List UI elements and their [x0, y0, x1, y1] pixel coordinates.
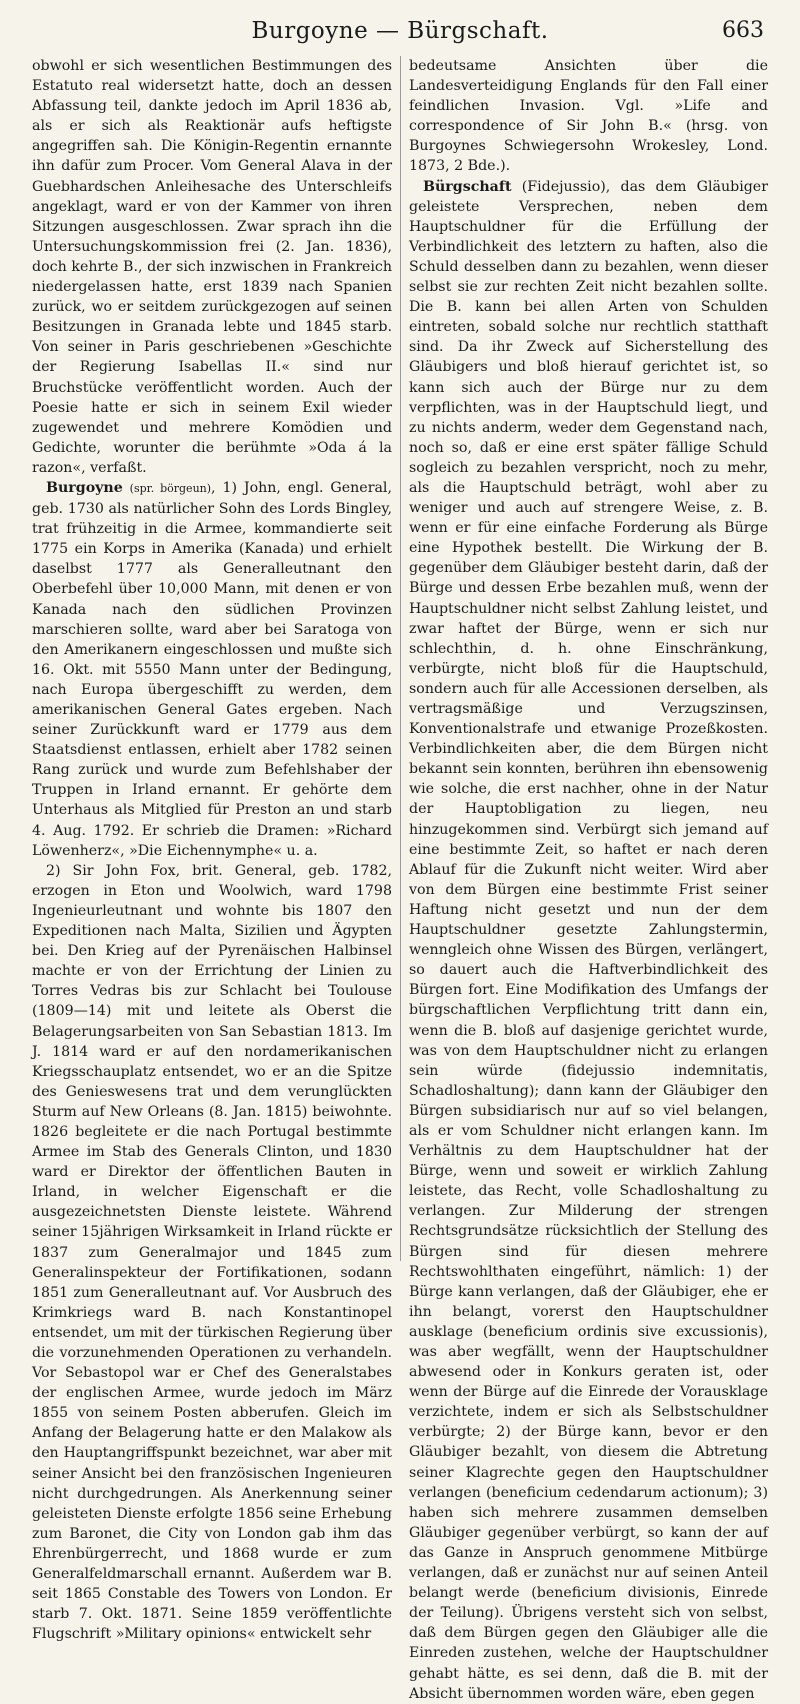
entry-buergschaft	[409, 177, 768, 1704]
entry-burgoyne-text: , 1) John, engl. General, geb. 1730 als natürlicher Sohn des Lords Bingley, trat frühzeitig in die Armee, kommandierte seit 1775 ein Korps in Amerika (Kanada) und erhielt daselbst 1777 als Generalleutnant den Oberbefehl über 10,000 Mann, mit denen er von Kanada nach den südlichen Provinzen marschieren sollte, ward aber bei Saratoga von den Amerikanern eingeschlossen und mußte sich 16. Okt. mit 5550 Mann unter der Bedingung, nach Europa übergeschifft zu werden, dem amerikanischen General Gates ergeben. Nach seiner Zurückkunft ward er 1779 aus dem Staatsdienst entlassen, erhielt aber 1782 seinen Rang zurück und wurde zum Befehlshaber der Truppen in Irland ernannt. Er gehörte dem Unterhaus als Mitglied für Preston an und starb 4. Aug. 1792. Er schrieb die Dramen: »Richard Löwenherz«, »Die Eichennymphe« u. a.	[32, 479, 392, 859]
running-head: Burgoyne — Bürgschaft.	[251, 18, 549, 44]
paragraph-continuation: bedeutsame Ansichten über die Landesverteidigung Englands für den Fall einer feindlichen Invasion. Vgl. »Life and correspondence of Sir John B.« (hrsg. von Burgoynes Schwiegersohn Wrokesley, Lond. 1873, 2 Bde.).	[409, 58, 768, 175]
right-column	[400, 56, 768, 1702]
page-number: 663	[722, 18, 764, 43]
paragraph-estatuto: obwohl er sich wesentlichen Bestimmungen des Estatuto real widersetzt hatte, doch an dessen Abfassung teil, dankte jedoch im April 1836 ab, als er sich als Reaktionär aufs heftigste angegriffen sah. Die Königin-Regentin ernannte ihn dafür zum Procer. Vom General Alava in der Guebhardschen Anleihesache des Unterschleifs angeklagt, ward er von der Kammer von ihren Sitzungen ausgeschlossen. Zwar sprach ihn die Untersuchungskommission frei (2. Jan. 1836), doch kehrte B., der sich inzwischen in Frankreich niedergelassen hatte, erst 1839 nach Spanien zurück, wo er seitdem zurückgezogen auf seinen Besitzungen in Granada lebte und 1845 starb. Von seiner in Paris geschriebenen »Geschichte der Regierung Isabellas II.« sind nur Bruchstücke veröffentlicht worden. Auch der Poesie hatte er sich in seinem Exil wieder zugewendet und mehrere Komödien und Gedichte, worunter die berühmte »Oda á la razon«, verfaßt.	[32, 58, 392, 476]
headword-burgoyne: Burgoyne	[46, 479, 123, 496]
pronunciation: (spr. börgeun)	[129, 481, 212, 495]
headword-buergschaft: Bürgschaft	[423, 178, 512, 195]
text-columns	[32, 56, 768, 1702]
entry-buergschaft-text: (Fidejussio), das dem Gläubiger geleistete Versprechen, neben dem Hauptschuldner für die Erfüllung der Verbindlichkeit des letztern zu haften, also die Schuld desselben dann zu bezahlen, wenn dieser selbst sie zur rechten Zeit nicht bezahlen sollte. Die B. kann bei allen Arten von Schulden eintreten, sobald solche nur rechtlich statthaft sind. Da ihr Zweck auf Sicherstellung des Gläubigers und bloß hierauf gerichtet ist, so kann sich auch der Bürge nur zu dem verpflichten, was in der Hauptschuld liegt, und zu nichts anderm, weder dem Gegenstand nach, noch so, daß er eine erst später fällige Schuld sogleich zu bezahlen verspricht, noch zu mehr, als die Hauptschuld beträgt, wohl aber zu weniger und auch auf strengere Weise, z. B. wenn er für eine einfache Forderung als Bürge eine Hypothek bestellt. Die Wirkung der B. gegenüber dem Gläubiger besteht darin, daß der Bürge und dessen Erbe bezahlen muß, wenn der Hauptschuldner nicht selbst Zahlung leistet, und zwar haftet der Bürge, wenn er sich nur schlechthin, d. h. ohne Einschränkung, verbürgte, nicht bloß für die Hauptschuld, sondern auch für alle Accessionen derselben, als vertragsmäßige und Verzugszinsen, Konventionalstrafe und etwanige Prozeßkosten. Verbindlichkeiten aber, die dem Bürgen nicht bekannt sein konnten, berühren ihn ebensowenig wie solche, die erst nachher, ohne in der Natur der Hauptobligation zu liegen, neu hinzugekommen sind. Verbürgt sich jemand auf eine bestimmte Zeit, so haftet er nach deren Ablauf für die Zukunft nicht weiter. Wird aber von dem Bürgen eine bestimmte Frist seiner Haftung nicht gesetzt und nun der dem Hauptschuldner gesetzte Zahlungstermin, wenngleich ohne Wissen des Bürgen, verlängert, so dauert auch die Haftverbindlichkeit des Bürgen fort. Eine Modifikation des Umfangs der bürgschaftlichen Verpflichtung tritt dann ein, wenn die B. bloß auf dasjenige gerichtet wurde, was von dem Hauptschuldner nicht zu erlangen sein würde (fidejussio indemnitatis, Schadloshaltung); dann kann der Gläubiger den Bürgen subsidiarisch nur auf so viel belangen, als er vom Schuldner nicht erlangen kann. Im Verhältnis zu dem Hauptschuldner hat der Bürge, wenn und soweit er wirklich Zahlung leistete, das Recht, volle Schadloshaltung zu verlangen. Zur Milderung der strengen Rechtsgrundsätze rücksichtlich der Stellung des Bürgen sind für diesen mehrere Rechtswohlthaten eingeführt, nämlich: 1) der Bürge kann verlangen, daß der Gläubiger, ehe er ihn belangt, vorerst den Hauptschuldner ausklage (beneficium ordinis sive excussionis), was aber wegfällt, wenn der Hauptschuldner abwesend oder in Konkurs geraten ist, oder wenn der Bürge auf die Einrede der Vorausklage verzichtete, indem er sich als Selbstschuldner verbürgte; 2) der Bürge kann, bevor er den Gläubiger bezahlt, von diesem die Abtretung seiner Klagrechte gegen den Hauptschuldner verlangen (beneficium cedendarum actionum); 3) haben sich mehrere zusammen demselben Gläubiger gegenüber verbürgt, so kann der auf das Ganze in Anspruch genommene Mitbürge verlangen, daß er zunächst nur auf seinen Anteil belangt werde (beneficium divisionis, Einrede der Teilung). Übrigens versteht sich von selbst, daß dem Bürgen gegen den Gläubiger alle die Einreden zustehen, welche der Hauptschuldner gehabt hätte, es sei denn, daß die B. mit der Absicht übernommen worden wäre, eben gegen	[409, 178, 768, 1702]
page-header	[32, 6, 768, 56]
entry-john-fox: 2) Sir John Fox, brit. General, geb. 1782, erzogen in Eton und Woolwich, ward 1798 Ingenieurleutnant und wohnte bis 1807 den Expeditionen nach Malta, Sizilien und Ägypten bei. Den Krieg auf der Pyrenäischen Halbinsel machte er von der Errichtung der Linien zu Torres Vedras bis zur Schlacht bei Toulouse (1809—14) mit und leitete als Oberst die Belagerungsarbeiten von San Sebastian 1813. Im J. 1814 ward er auf den nordamerikanischen Kriegsschauplatz entsendet, wo er an die Spitze des Genieswesens trat und dem verunglückten Sturm auf New Orleans (8. Jan. 1815) beiwohnte. 1826 begleitete er die nach Portugal bestimmte Armee im Stab des Generals Clinton, und 1830 ward er Direktor der öffentlichen Bauten in Irland, in welcher Eigenschaft er die ausgezeichnetsten Dienste leistete. Während seiner 15jährigen Wirksamkeit in Irland rückte er 1837 zum Generalmajor und 1845 zum Generalinspekteur der Fortifikationen, sodann 1851 zum Generalleutnant auf. Vor Ausbruch des Krimkriegs ward B. nach Konstantinopel entsendet, um mit der türkischen Regierung über die vorzunehmenden Operationen zu verhandeln. Vor Sebastopol war er Chef des Generalstabes der englischen Armee, wurde jedoch im März 1855 von seinem Posten abberufen. Gleich im Anfang der Belagerung hatte er den Malakow als den Hauptangriffspunkt bezeichnet, war aber mit seiner Ansicht bei den französischen Ingenieuren nicht durchgedrungen. Als Anerkennung seiner geleisteten Dienste erfolgte 1856 seine Erhebung zum Baronet, die City von London gab ihm das Ehrenbürgerrecht, und 1868 wurde er zum Generalfeldmarschall ernannt. Außerdem war B. seit 1865 Constable des Towers von London. Er starb 7. Okt. 1871. Seine 1859 veröffentlichte Flugschrift »Military opinions« entwickelt sehr	[32, 862, 392, 1643]
entry-burgoyne	[32, 478, 392, 861]
left-column	[32, 56, 400, 1643]
